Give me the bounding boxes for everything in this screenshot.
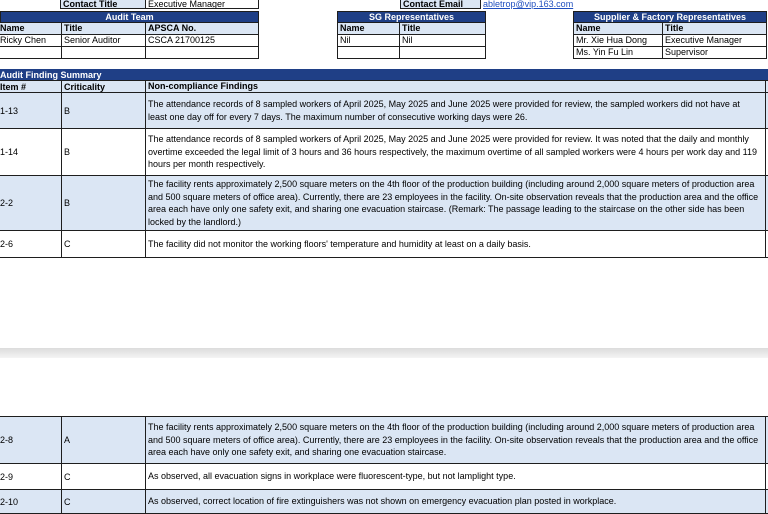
summary-column-header-row <box>0 81 768 93</box>
sg-reps-name: Nil <box>337 35 400 47</box>
finding-criticality: A <box>62 417 146 463</box>
finding-item: 1-13 <box>0 93 62 128</box>
sg-reps-header: SG Representatives <box>337 11 486 23</box>
supplier-reps-title: Supervisor <box>663 47 767 59</box>
audit-team-col-title: Title <box>62 23 146 35</box>
finding-text: As observed, correct location of fire extinguishers was not shown on emergency evacuation plan posted in workplace. <box>146 490 766 513</box>
finding-criticality: C <box>62 231 146 257</box>
table-row <box>0 93 768 129</box>
supplier-reps-col-title: Title <box>663 23 767 35</box>
finding-text: The facility rents approximately 2,500 square meters on the 4th floor of the production building (including around 2,000 square meters of production area and 500 square meters of office area). Currently, there are 23 employees in the facility. On-site observation reveals that the production area and the office area each have only one safety exit, and sharing one evacuation staircase. <box>146 417 766 463</box>
audit-team-title: Senior Auditor <box>62 35 146 47</box>
finding-criticality: C <box>62 464 146 489</box>
summary-col-item: Item # <box>0 81 62 92</box>
sg-reps-empty-row <box>337 47 400 59</box>
finding-item: 2-2 <box>0 176 62 230</box>
sg-reps-empty-row <box>400 47 486 59</box>
finding-text: As observed, all evacuation signs in workplace were fluorescent-type, but not lamplight type. <box>146 464 766 489</box>
table-row <box>0 490 768 514</box>
finding-criticality: B <box>62 176 146 230</box>
table-row <box>0 416 768 464</box>
contact-title-label: Contact Title <box>60 0 146 9</box>
contact-title-value: Executive Manager <box>146 0 259 9</box>
finding-criticality: B <box>62 129 146 175</box>
summary-col-findings: Non-compliance Findings <box>146 81 766 92</box>
contact-email-link[interactable]: abletrop@vip.163.com <box>483 0 574 9</box>
audit-team-col-apsca: APSCA No. <box>146 23 259 35</box>
audit-team-col-name: Name <box>0 23 62 35</box>
table-row <box>0 129 768 176</box>
finding-item: 2-6 <box>0 231 62 257</box>
sg-reps-col-title: Title <box>400 23 486 35</box>
table-row <box>0 464 768 490</box>
audit-team-empty-row <box>0 47 62 59</box>
page-break <box>0 348 768 358</box>
finding-text: The facility rents approximately 2,500 square meters on the 4th floor of the production building (including around 2,000 square meters of production area and 500 square meters of office area). Currently, there are 23 employees in the facility. On-site observation reveals that the production area and the office area each have only one safety exit, and sharing one evacuation staircase. (Remark: The passage leading to the staircase on the other side has been locked by the landlord.) <box>146 176 766 230</box>
summary-col-criticality: Criticality <box>62 81 146 92</box>
audit-team-header: Audit Team <box>0 11 259 23</box>
supplier-reps-col-name: Name <box>573 23 663 35</box>
audit-team-empty-row <box>62 47 146 59</box>
audit-team-apsca: CSCA 21700125 <box>146 35 259 47</box>
finding-item: 2-9 <box>0 464 62 489</box>
finding-criticality: B <box>62 93 146 128</box>
finding-criticality: C <box>62 490 146 513</box>
supplier-reps-title: Executive Manager <box>663 35 767 47</box>
summary-header: Audit Finding Summary <box>0 69 768 81</box>
sg-reps-col-name: Name <box>337 23 400 35</box>
finding-item: 2-10 <box>0 490 62 513</box>
table-row <box>0 176 768 231</box>
supplier-reps-name: Mr. Xie Hua Dong <box>573 35 663 47</box>
sg-reps-title: Nil <box>400 35 486 47</box>
finding-text: The attendance records of 8 sampled workers of April 2025, May 2025 and June 2025 were provided for review, the sampled workers did not have at least one day off for every 7 days. The maximum number of consecutive working days were 26. <box>146 93 766 128</box>
supplier-reps-header: Supplier & Factory Representatives <box>573 11 767 23</box>
finding-text: The facility did not monitor the working floors' temperature and humidity at least on a daily basis. <box>146 231 766 257</box>
table-row <box>0 231 768 258</box>
finding-item: 1-14 <box>0 129 62 175</box>
audit-team-empty-row <box>146 47 259 59</box>
contact-email-label: Contact Email <box>400 0 481 9</box>
finding-text: The attendance records of 8 sampled workers of April 2025, May 2025 and June 2025 were provided for review. It was noted that the daily and monthly overtime exceeded the legal limit of 3 hours and 36 hours respectively, the maximum overtime of all sampled workers were 4 hours per work day and 119 hours per month respectively. <box>146 129 766 175</box>
supplier-reps-name: Ms. Yin Fu Lin <box>573 47 663 59</box>
audit-team-name: Ricky Chen <box>0 35 62 47</box>
finding-item: 2-8 <box>0 417 62 463</box>
